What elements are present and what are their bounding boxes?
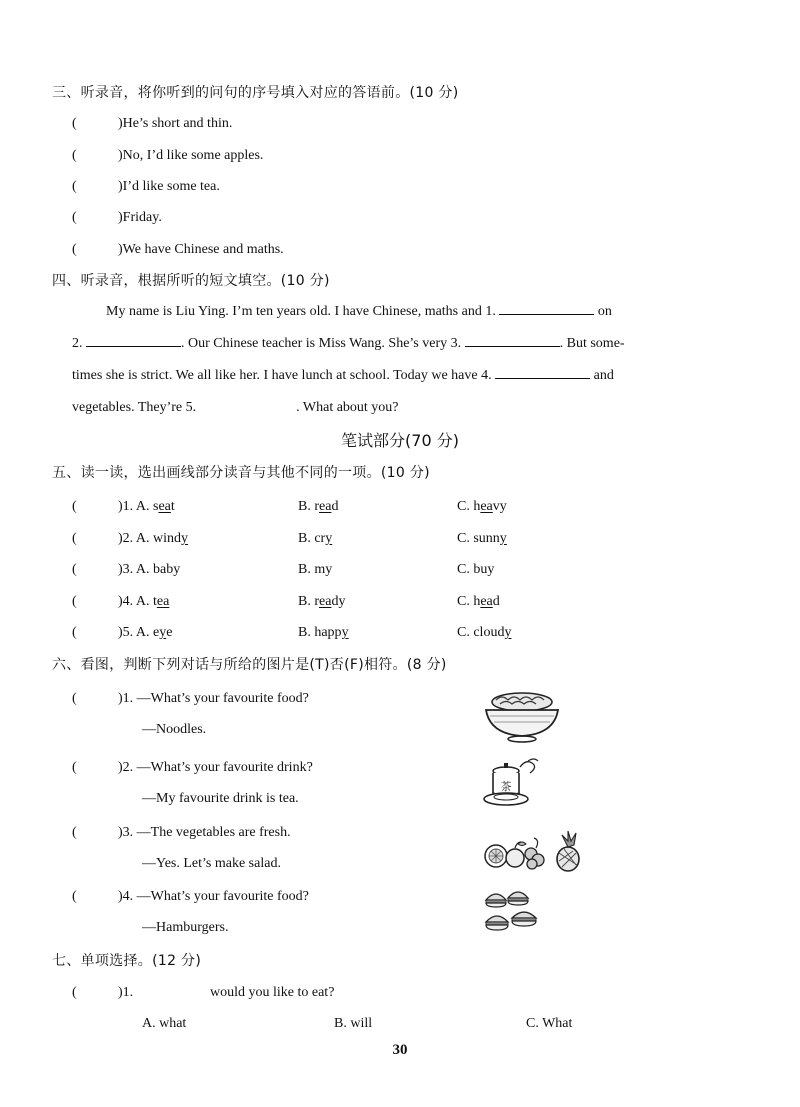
- answer-paren[interactable]: (: [72, 760, 77, 775]
- s5-row-1-c: C. heavy: [457, 499, 507, 514]
- s7-q1-text: would you like to eat?: [210, 985, 335, 1000]
- s3-item-1: )He’s short and thin.: [118, 116, 233, 131]
- blank-4[interactable]: [495, 364, 590, 379]
- hamburgers-icon: [482, 888, 542, 938]
- s5-row-5-b: B. happy: [298, 625, 349, 640]
- tea-char: 茶: [500, 780, 512, 793]
- s6-a2: —My favourite drink is tea.: [142, 791, 299, 806]
- s7-q1-option-c: C. What: [526, 1016, 573, 1031]
- s5-row-2-a: )2. A. windy: [118, 531, 188, 546]
- s5-row-5-a: )5. A. eye: [118, 625, 173, 640]
- blank-3[interactable]: [465, 332, 560, 347]
- answer-paren[interactable]: (: [72, 562, 77, 577]
- s3-item-2: )No, I’d like some apples.: [118, 148, 264, 163]
- section4-heading: 四、听录音，根据所听的短文填空。(10 分): [52, 273, 330, 289]
- written-part-title: 笔试部分(70 分): [341, 431, 459, 450]
- tea-cup-icon: [482, 757, 546, 809]
- s6-a4: —Hamburgers.: [142, 920, 229, 935]
- s5-row-5-c: C. cloudy: [457, 625, 512, 640]
- answer-paren[interactable]: (: [72, 210, 77, 225]
- s5-row-4-c: C. head: [457, 594, 500, 609]
- s5-row-2-b: B. cry: [298, 531, 333, 546]
- s4-passage: My name is Liu Ying. I’m ten years old. I have Chinese, maths and 1. on 2. . Our Chinese teacher is Miss Wang. She’s very 3. . But some- times she is strict. We all like her. I have lunch at school. Today we have 4. and vegetables. They’re 5. . What about you?: [72, 296, 694, 424]
- s7-q1-option-a: A. what: [142, 1016, 187, 1031]
- s5-row-1-a: )1. A. seat: [118, 499, 175, 514]
- s5-row-1-b: B. read: [298, 499, 339, 514]
- s6-q4: )4. —What’s your favourite food?: [118, 889, 309, 904]
- answer-paren[interactable]: (: [72, 531, 77, 546]
- answer-paren[interactable]: (: [72, 499, 77, 514]
- answer-paren[interactable]: (: [72, 889, 77, 904]
- noodles-bowl-icon: [482, 688, 562, 744]
- answer-paren[interactable]: (: [72, 985, 77, 1000]
- answer-paren[interactable]: (: [72, 594, 77, 609]
- s7-q1-number: )1.: [118, 985, 134, 1000]
- s5-row-4-b: B. ready: [298, 594, 346, 609]
- page-number: 30: [392, 1042, 408, 1058]
- answer-paren[interactable]: (: [72, 691, 77, 706]
- section6-heading: 六、看图，判断下列对话与所给的图片是(T)否(F)相符。(8 分): [52, 657, 447, 673]
- blank-2[interactable]: [86, 332, 181, 347]
- s6-a1: —Noodles.: [142, 722, 207, 737]
- answer-paren[interactable]: (: [72, 179, 77, 194]
- s6-a3: —Yes. Let’s make salad.: [142, 856, 281, 871]
- answer-paren[interactable]: (: [72, 825, 77, 840]
- s5-row-2-c: C. sunny: [457, 531, 507, 546]
- s3-item-4: )Friday.: [118, 210, 162, 225]
- s5-row-3-a: )3. A. baby: [118, 562, 181, 577]
- s6-q2: )2. —What’s your favourite drink?: [118, 760, 313, 775]
- s5-row-3-c: C. buy: [457, 562, 495, 577]
- s3-item-5: )We have Chinese and maths.: [118, 242, 284, 257]
- answer-paren[interactable]: (: [72, 625, 77, 640]
- answer-paren[interactable]: (: [72, 116, 77, 131]
- section7-heading: 七、单项选择。(12 分): [52, 953, 202, 969]
- answer-paren[interactable]: (: [72, 148, 77, 163]
- s7-q1-option-b: B. will: [334, 1016, 373, 1031]
- section5-heading: 五、读一读，选出画线部分读音与其他不同的一项。(10 分): [52, 465, 430, 481]
- fruits-icon: [482, 826, 586, 872]
- s5-row-4-a: )4. A. tea: [118, 594, 170, 609]
- s6-q1: )1. —What’s your favourite food?: [118, 691, 309, 706]
- s6-q3: )3. —The vegetables are fresh.: [118, 825, 291, 840]
- section3-heading: 三、听录音，将你听到的问句的序号填入对应的答语前。(10 分): [52, 85, 459, 101]
- s3-item-3: )I’d like some tea.: [118, 179, 220, 194]
- blank-1[interactable]: [499, 300, 594, 315]
- s5-row-3-b: B. my: [298, 562, 333, 577]
- answer-paren[interactable]: (: [72, 242, 77, 257]
